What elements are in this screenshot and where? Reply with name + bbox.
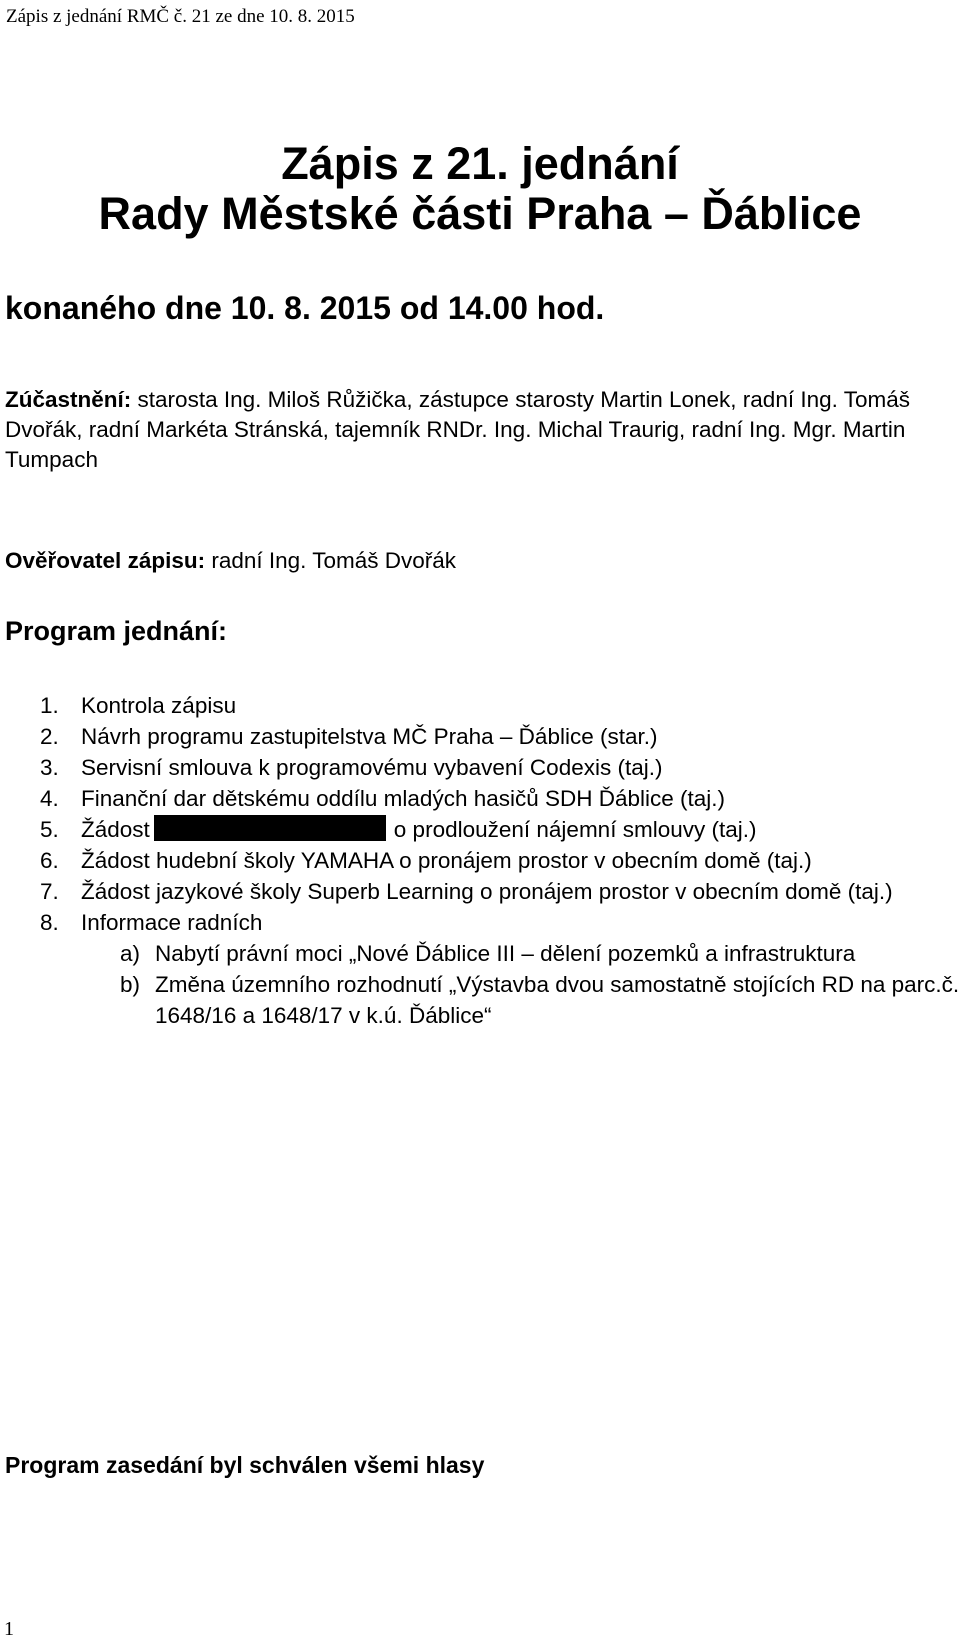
agenda-item [40,814,960,845]
agenda-item-text: Informace radních [81,910,263,935]
page-number: 1 [4,1618,14,1640]
agenda-item-number: 5. [40,817,59,842]
agenda-item [40,783,960,814]
agenda-item-text-after: o prodloužení nájemní smlouvy (taj.) [393,817,757,842]
agenda-subitem [40,969,960,1031]
attendees-paragraph [5,385,945,475]
verifier-label: Ověřovatel zápisu: [5,548,206,573]
agenda-item [40,752,960,783]
document-title-line-1: Zápis z 21. jednání [281,138,679,189]
agenda-item [40,907,960,938]
verifier-text: radní Ing. Tomáš Dvořák [211,548,457,573]
agenda-item-number: 2. [40,724,59,749]
agenda-item-number: 4. [40,786,59,811]
agenda-item [40,690,960,721]
agenda-subitem-text: Nabytí právní moci „Nové Ďáblice III – dělení pozemků a infrastruktura [155,941,856,966]
agenda-item [40,876,960,907]
agenda-item-text: Kontrola zápisu [81,693,237,718]
redaction-block [154,815,386,841]
agenda-subitem-letter: b) [120,972,141,997]
agenda-item-number: 1. [40,693,59,718]
agenda-item-text: Servisní smlouva k programovému vybavení Codexis (taj.) [81,755,663,780]
agenda-item-text-before: Žádost [81,817,150,842]
agenda-item-number: 6. [40,848,59,873]
agenda-item-text: Návrh programu zastupitelstva MČ Praha – Ďáblice (star.) [81,724,658,749]
agenda-item [40,845,960,876]
running-header: Zápis z jednání RMČ č. 21 ze dne 10. 8. 2015 [6,6,355,27]
verifier-paragraph [5,548,456,574]
agenda-item-text: Finanční dar dětskému oddílu mladých hasičů SDH Ďáblice (taj.) [81,786,726,811]
agenda-item [40,721,960,752]
agenda-item-text: Žádost jazykové školy Superb Learning o pronájem prostor v obecním domě (taj.) [81,879,893,904]
attendees-text: starosta Ing. Miloš Růžička, zástupce starosty Martin Lonek, radní Ing. Tomáš Dvořák, radní Markéta Stránská, tajemník RNDr. Ing. Michal Traurig, radní Ing. Mgr. Martin Tumpach [5,387,910,472]
agenda-item-number: 3. [40,755,59,780]
meeting-date: konaného dne 10. 8. 2015 od 14.00 hod. [5,290,605,326]
agenda-list [40,690,960,1031]
agenda-item-number: 8. [40,910,59,935]
agenda-subitem [40,938,960,969]
agenda-subitem-letter: a) [120,941,141,966]
attendees-label: Zúčastnění: [5,387,132,412]
document-title-line-2: Rady Městské části Praha – Ďáblice [98,188,862,239]
program-heading: Program jednání: [5,616,228,646]
approval-statement: Program zasedání byl schválen všemi hlasy [5,1452,485,1478]
agenda-item-text: Žádost hudební školy YAMAHA o pronájem prostor v obecním domě (taj.) [81,848,812,873]
agenda-subitem-text: Změna územního rozhodnutí „Výstavba dvou samostatně stojících RD na parc.č. 1648/16 a 1648/17 v k.ú. Ďáblice“ [155,972,960,1028]
agenda-item-number: 7. [40,879,59,904]
